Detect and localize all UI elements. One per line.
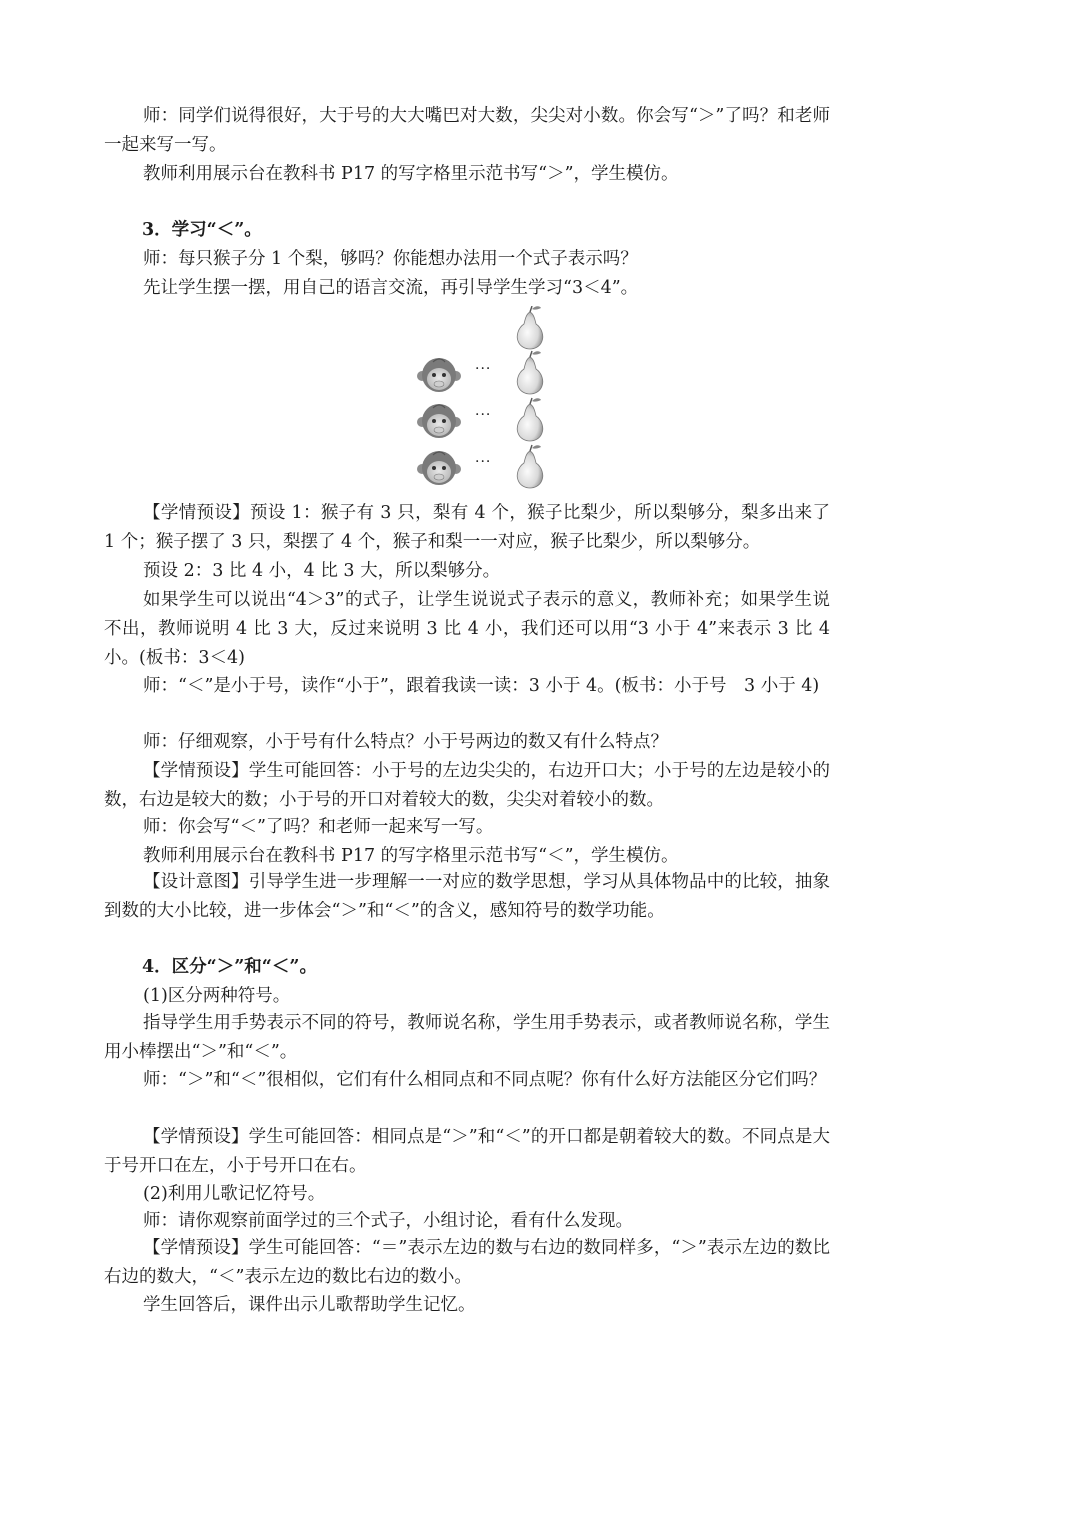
pear-icon <box>517 306 543 349</box>
section-heading: 3．学习“＜”。 <box>142 220 262 240</box>
paragraph: 师：你会写“＜”了吗？和老师一起来写一写。 <box>143 817 494 837</box>
paragraph: 【学情预设】学生可能回答：相同点是“＞”和“＜”的开口都是朝着较大的数。不同点是大于号开口在左，小于号开口在右。 <box>104 1127 830 1176</box>
paragraph: 如果学生可以说出“4＞3”的式子，让学生说说式子表示的意义，教师补充；如果学生说不出，教师说明 4 比 3 大，反过来说明 3 比 4 小，我们还可以用“3 小于 4”来表示 3 比 4 小。(板书：3＜4) <box>104 590 830 668</box>
pear-icon <box>517 445 543 488</box>
paragraph: 师：仔细观察，小于号有什么特点？小于号两边的数又有什么特点？ <box>143 732 668 752</box>
section-heading: 4．区分“＞”和“＜”。 <box>142 957 317 977</box>
paragraph: 指导学生用手势表示不同的符号，教师说名称，学生用手势表示，或者教师说名称，学生用小棒摆出“＞”和“＜”。 <box>104 1013 830 1062</box>
pear-icon <box>517 351 543 394</box>
paragraph: 师：同学们说得很好，大于号的大大嘴巴对大数，尖尖对小数。你会写“＞”了吗？和老师一起来写一写。 <box>104 106 830 155</box>
paragraph: 教师利用展示台在教科书 P17 的写字格里示范书写“＜”，学生模仿。 <box>143 846 679 866</box>
paragraph: 先让学生摆一摆，用自己的语言交流，再引导学生学习“3＜4”。 <box>143 278 639 298</box>
paragraph: 【学情预设】学生可能回答：“＝”表示左边的数与右边的数同样多，“＞”表示左边的数比右边的数大，“＜”表示左边的数比右边的数小。 <box>104 1238 830 1287</box>
dots-connector: ··· <box>475 407 492 423</box>
paragraph: 学生回答后，课件出示儿歌帮助学生记忆。 <box>143 1295 476 1315</box>
paragraph: 【设计意图】引导学生进一步理解一一对应的数学思想，学习从具体物品中的比较，抽象到数的大小比较，进一步体会“＞”和“＜”的含义，感知符号的数学功能。 <box>104 872 830 921</box>
monkey-pear-figure <box>415 306 565 496</box>
paragraph: 师：“＞”和“＜”很相似，它们有什么相同点和不同点呢？你有什么好方法能区分它们吗？ <box>143 1070 827 1090</box>
monkey-icon <box>417 404 461 438</box>
monkey-icon <box>417 358 461 392</box>
paragraph: 师：请你观察前面学过的三个式子，小组讨论，看有什么发现。 <box>143 1211 633 1231</box>
paragraph: (2)利用儿歌记忆符号。 <box>143 1184 326 1204</box>
pear-icon <box>517 398 543 441</box>
monkey-icon <box>417 451 461 485</box>
paragraph: 教师利用展示台在教科书 P17 的写字格里示范书写“＞”，学生模仿。 <box>143 164 679 184</box>
dots-connector: ··· <box>475 454 492 470</box>
paragraph: 师：“＜”是小于号，读作“小于”，跟着我读一读：3 小于 4。(板书：小于号 3 小于 4) <box>143 676 820 696</box>
paragraph: 【学情预设】学生可能回答：小于号的左边尖尖的，右边开口大；小于号的左边是较小的数，右边是较大的数；小于号的开口对着较大的数，尖尖对着较小的数。 <box>104 761 830 810</box>
paragraph: (1)区分两种符号。 <box>143 986 291 1006</box>
paragraph: 【学情预设】预设 1：猴子有 3 只，梨有 4 个，猴子比梨少，所以梨够分，梨多出来了 1 个；猴子摆了 3 只，梨摆了 4 个，猴子和梨一一对应，猴子比梨少，所以梨够分。 <box>104 503 830 552</box>
paragraph: 师：每只猴子分 1 个梨，够吗？你能想办法用一个式子表示吗？ <box>143 249 638 269</box>
dots-connector: ··· <box>475 361 492 377</box>
paragraph: 预设 2：3 比 4 小，4 比 3 大，所以梨够分。 <box>143 561 501 581</box>
